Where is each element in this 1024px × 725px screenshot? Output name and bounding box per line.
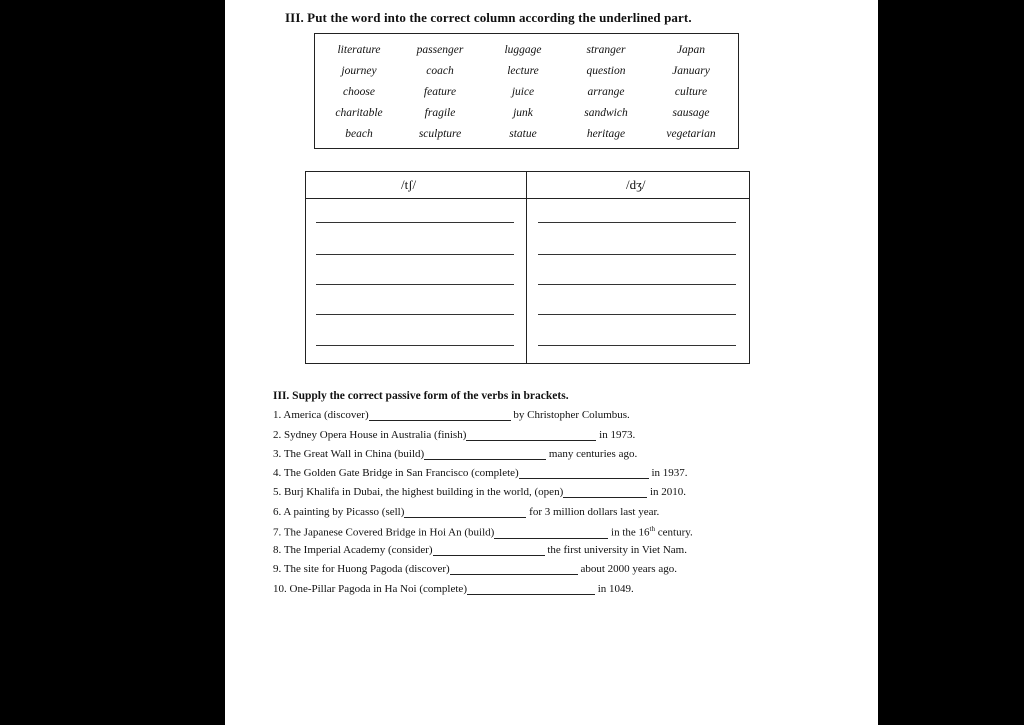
word: junk [513,107,533,119]
answer-blank[interactable] [450,564,578,575]
word: stranger [586,44,626,56]
word: statue [509,128,537,140]
answer-line[interactable] [316,284,514,285]
answer-line[interactable] [538,222,736,223]
answer-line[interactable] [316,345,514,346]
answer-line[interactable] [538,314,736,315]
word: culture [674,86,708,98]
word: choose [343,86,375,98]
answer-blank[interactable] [494,528,608,539]
word: coach [426,65,454,77]
word: charitable [335,107,383,119]
word-column [651,40,731,145]
word: beach [345,128,373,140]
question-10: 10. One-Pillar Pagoda in Ha Noi (complete) in 1049. [273,583,634,595]
header-tsh: /tʃ/ [401,177,417,192]
answer-blank[interactable] [369,410,511,421]
answer-table [305,171,750,364]
word: sausage [672,107,710,119]
section2-title: III. Supply the correct passive form of the verbs in brackets. [273,390,569,402]
word-column [319,40,399,145]
question-1: 1. America (discover) by Christopher Columbus. [273,409,630,421]
question-6: 6. A painting by Picasso (sell) for 3 million dollars last year. [273,506,660,518]
answer-blank[interactable] [563,487,647,498]
answer-blank[interactable] [404,507,526,518]
word-column [483,40,563,145]
word: fragile [424,107,456,119]
question-3: 3. The Great Wall in China (build) many centuries ago. [273,448,638,460]
word-table [314,33,739,149]
word: passenger [416,44,464,56]
word: sandwich [584,107,628,119]
answer-line[interactable] [316,222,514,223]
word: question [586,65,626,77]
question-2: 2. Sydney Opera House in Australia (finish) in 1973. [273,429,636,441]
column-divider [526,172,527,363]
header-divider [306,198,749,199]
word: juice [511,86,535,98]
answer-line[interactable] [316,314,514,315]
header-dzh: /dʒ/ [626,177,646,192]
word: heritage [586,128,626,140]
worksheet-page [225,0,878,725]
word: vegetarian [666,128,716,140]
answer-blank[interactable] [424,449,546,460]
answer-line[interactable] [538,284,736,285]
word: arrange [587,86,625,98]
word: January [672,65,710,77]
answer-line[interactable] [538,345,736,346]
question-9: 9. The site for Huong Pagoda (discover) about 2000 years ago. [273,563,677,575]
word: sculpture [418,128,462,140]
word: lecture [507,65,539,77]
word: Japan [676,44,706,56]
question-4: 4. The Golden Gate Bridge in San Francisco (complete) in 1937. [273,467,688,479]
question-5: 5. Burj Khalifa in Dubai, the highest building in the world, (open) in 2010. [273,486,687,498]
answer-blank[interactable] [433,545,545,556]
word: literature [337,44,381,56]
word: luggage [504,44,542,56]
section1-title: III. Put the word into the correct column according the underlined part. [285,10,692,25]
question-7: 7. The Japanese Covered Bridge in Hoi An (build) in the 16th century. [273,525,693,539]
answer-line[interactable] [538,254,736,255]
question-8: 8. The Imperial Academy (consider) the first university in Viet Nam. [273,544,687,556]
word-column [400,40,480,145]
word: journey [341,65,377,77]
answer-blank[interactable] [466,430,596,441]
answer-blank[interactable] [519,468,649,479]
word-column [566,40,646,145]
answer-blank[interactable] [467,584,595,595]
answer-line[interactable] [316,254,514,255]
word: feature [423,86,457,98]
